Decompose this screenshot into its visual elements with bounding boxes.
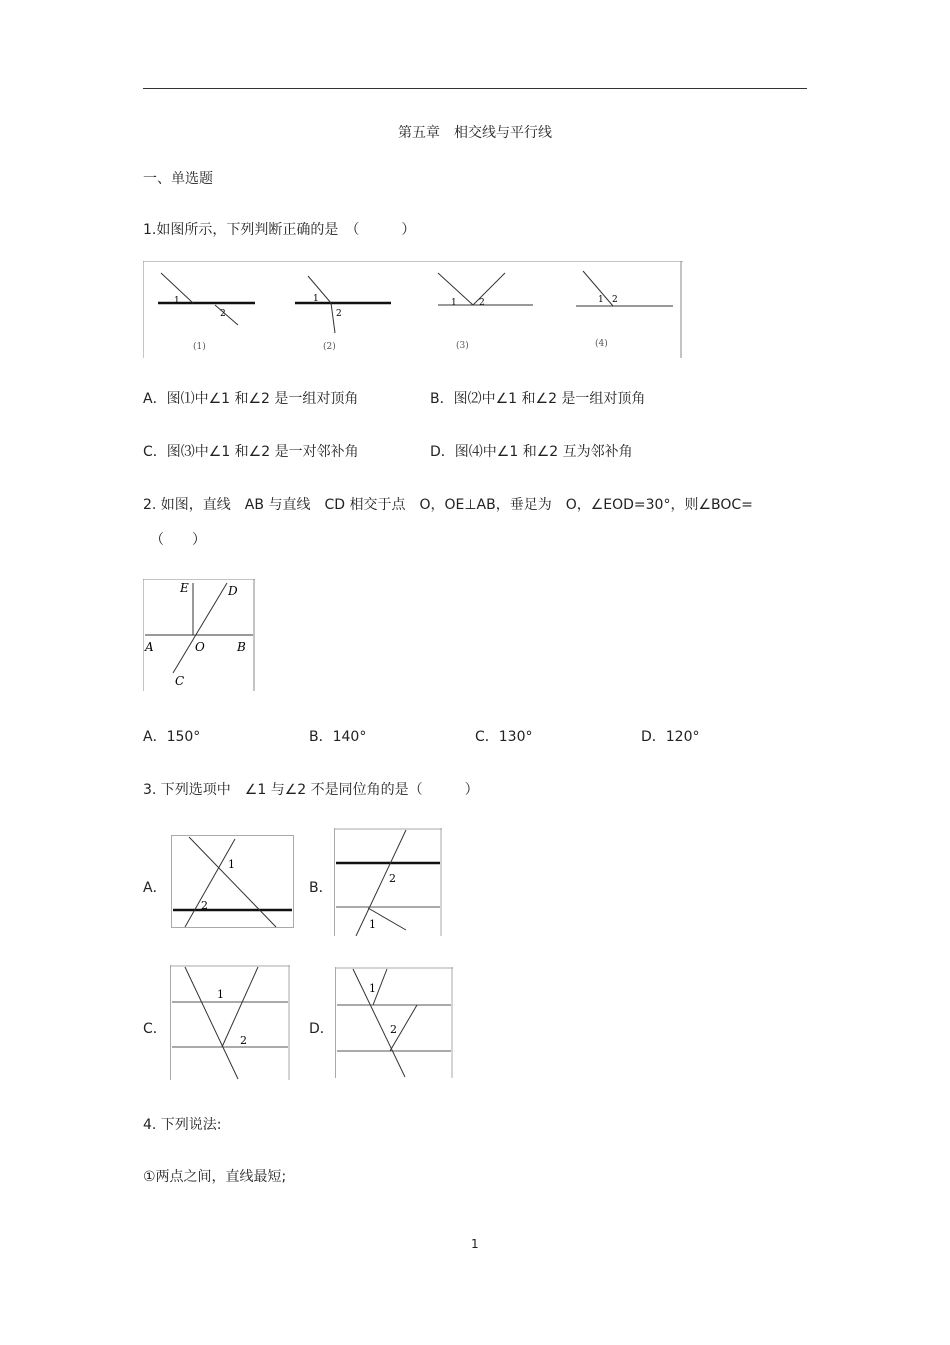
page-number: 1 xyxy=(471,1237,479,1251)
q2-figure xyxy=(143,579,255,691)
q3-figure-c xyxy=(170,965,290,1080)
q2-option-c: C．130° xyxy=(475,729,533,745)
q4-stem: 4. 下列说法: xyxy=(143,1117,222,1133)
q1-caption-3: (3) xyxy=(456,341,469,351)
q3-option-a-label: A． xyxy=(143,880,167,896)
q3-c-angle1: 1 xyxy=(217,988,224,1001)
q2-label-b: B xyxy=(237,640,246,654)
q4-item-1: ①两点之间，直线最短; xyxy=(143,1169,287,1185)
q1-fig4-angle1: 1 xyxy=(598,295,604,305)
q3-option-b-label: B． xyxy=(309,880,333,896)
q3-a-angle1: 1 xyxy=(228,858,235,871)
q1-stem: 1.如图所示，下列判断正确的是 （ ） xyxy=(143,222,416,238)
q2-label-d: D xyxy=(228,584,238,598)
q1-fig1-angle1: 1 xyxy=(174,296,180,306)
header-rule xyxy=(143,88,807,89)
q1-option-a: A．图⑴中∠1 和∠2 是一组对顶角 xyxy=(143,391,359,407)
q1-fig4-angle2: 2 xyxy=(612,295,618,305)
q3-d-angle1: 1 xyxy=(369,982,376,995)
q1-figure xyxy=(143,261,683,358)
q3-figure-b xyxy=(334,828,442,936)
q3-option-d-label: D． xyxy=(309,1021,334,1037)
q2-label-o: O xyxy=(195,640,205,654)
q1-fig1-angle2: 2 xyxy=(220,309,226,319)
q3-option-c-label: C． xyxy=(143,1021,167,1037)
q1-option-c: C．图⑶中∠1 和∠2 是一对邻补角 xyxy=(143,444,359,460)
q3-stem: 3. 下列选项中 ∠1 与∠2 不是同位角的是（ ） xyxy=(143,782,479,798)
q1-fig3-angle1: 1 xyxy=(451,298,457,308)
q1-fig3-angle2: 2 xyxy=(479,298,485,308)
q3-c-angle2: 2 xyxy=(240,1034,247,1047)
q3-d-angle2: 2 xyxy=(390,1023,397,1036)
q1-option-d: D．图⑷中∠1 和∠2 互为邻补角 xyxy=(430,444,633,460)
q3-b-angle1: 1 xyxy=(369,918,376,931)
q1-caption-2: (2) xyxy=(323,342,336,352)
q1-caption-1: (1) xyxy=(193,342,206,352)
chapter-title: 第五章 相交线与平行线 xyxy=(398,125,552,141)
q3-figure-d xyxy=(335,967,453,1078)
q2-stem-line1: 2. 如图，直线 AB 与直线 CD 相交于点 O，OE⊥AB，垂足为 O，∠EOD=30°，则∠BOC= xyxy=(143,497,753,513)
q1-fig2-angle2: 2 xyxy=(336,309,342,319)
q3-a-angle2: 2 xyxy=(201,899,208,912)
q2-label-c: C xyxy=(175,674,185,688)
q2-option-d: D．120° xyxy=(641,729,700,745)
q2-label-a: A xyxy=(145,640,154,654)
q2-label-e: E xyxy=(180,581,189,595)
q2-option-a: A．150° xyxy=(143,729,201,745)
q2-option-b: B．140° xyxy=(309,729,367,745)
q3-figure-a xyxy=(171,835,294,928)
section-heading: 一、单选题 xyxy=(143,171,213,187)
q1-fig2-angle1: 1 xyxy=(313,294,319,304)
q1-caption-4: (4) xyxy=(595,339,608,349)
q3-b-angle2: 2 xyxy=(389,872,396,885)
q2-stem-line2: （ ） xyxy=(150,532,206,548)
q1-option-b: B．图⑵中∠1 和∠2 是一组对顶角 xyxy=(430,391,646,407)
